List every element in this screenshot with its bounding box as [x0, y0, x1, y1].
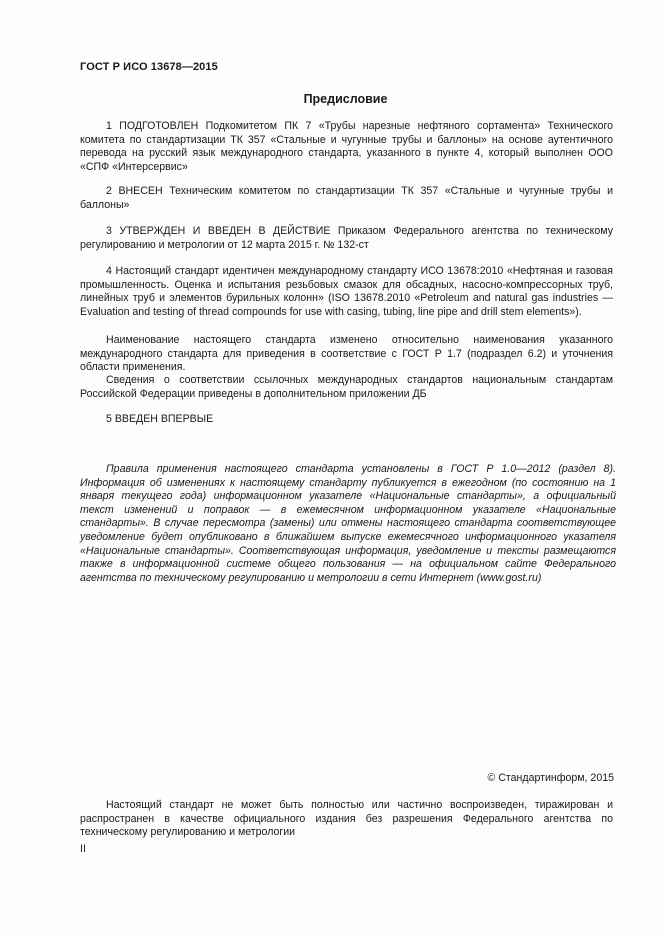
foreword-item-4-title-note: Наименование настоящего стандарта изменено относительно наименования указанного международного стандарта для приведения в соответствие с ГОСТ Р 1.7 (подраздел 6.2) и уточнения области применения.	[80, 334, 613, 374]
application-rules-notice: Правила применения настоящего стандарта установлены в ГОСТ Р 1.0—2012 (раздел 8). Информация об изменениях к настоящему стандарту публикуется в ежегодном (по состоянию на 1 января текущего года) информационном указателе «Национальные стандарты», а официальный текст изменений и поправок — в ежемесячном информационном указателе «Национальные стандарты». В случае пересмотра (замены) или отмены настоящего стандарта соответствующее уведомление будет опубликовано в ближайшем выпуске ежемесячного информационного указателя «Национальные стандарты». Соответствующая информация, уведомление и тексты размещаются также в информационной системе общего пользования — на официальном сайте Федерального агентства по техническому регулированию и метрологии в сети Интернет (www.gost.ru)	[80, 463, 616, 584]
reproduction-notice: Настоящий стандарт не может быть полностью или частично воспроизведен, тиражирован и распространен в качестве официального издания без разрешения Федерального агентства по техническому регулированию и метрологии	[80, 799, 613, 839]
foreword-item-4: 4 Настоящий стандарт идентичен международному стандарту ИСО 13678:2010 «Нефтяная и газовая промышленность. Оценка и испытания резьбовых смазок для обсадных, насосно-компрессорных труб, линейных труб и элементов бурильных колонн» (ISO 13678.2010 «Petroleum and natural gas industries — Evaluation and testing of thread compounds for use with casing, tubing, line pipe and drill stem elements»).	[80, 265, 613, 318]
copyright-line: © Стандартинформ, 2015	[487, 772, 614, 784]
foreword-item-2: 2 ВНЕСЕН Техническим комитетом по стандартизации ТК 357 «Стальные и чугунные трубы и баллоны»	[80, 185, 613, 211]
page-number: II	[80, 843, 86, 855]
foreword-item-3: 3 УТВЕРЖДЕН И ВВЕДЕН В ДЕЙСТВИЕ Приказом Федерального агентства по техническому регулированию и метрологии от 12 марта 2015 г. № 132-ст	[80, 225, 613, 251]
foreword-item-1: 1 ПОДГОТОВЛЕН Подкомитетом ПК 7 «Трубы нарезные нефтяного сортамента» Технического комитета по стандартизации ТК 357 «Стальные и чугунные трубы и баллоны» на основе аутентичного перевода на русский язык международного стандарта, указанного в пункте 4, который выполнен ООО «СПФ «Интерсервис»	[80, 120, 613, 173]
page-title: Предисловие	[303, 92, 388, 106]
foreword-item-5: 5 ВВЕДЕН ВПЕРВЫЕ	[106, 413, 214, 425]
foreword-item-4-references-note: Сведения о соответствии ссылочных международных стандартов национальным стандартам Российской Федерации приведены в дополнительном приложении ДБ	[80, 374, 613, 400]
document-id-header: ГОСТ Р ИСО 13678—2015	[80, 61, 218, 73]
